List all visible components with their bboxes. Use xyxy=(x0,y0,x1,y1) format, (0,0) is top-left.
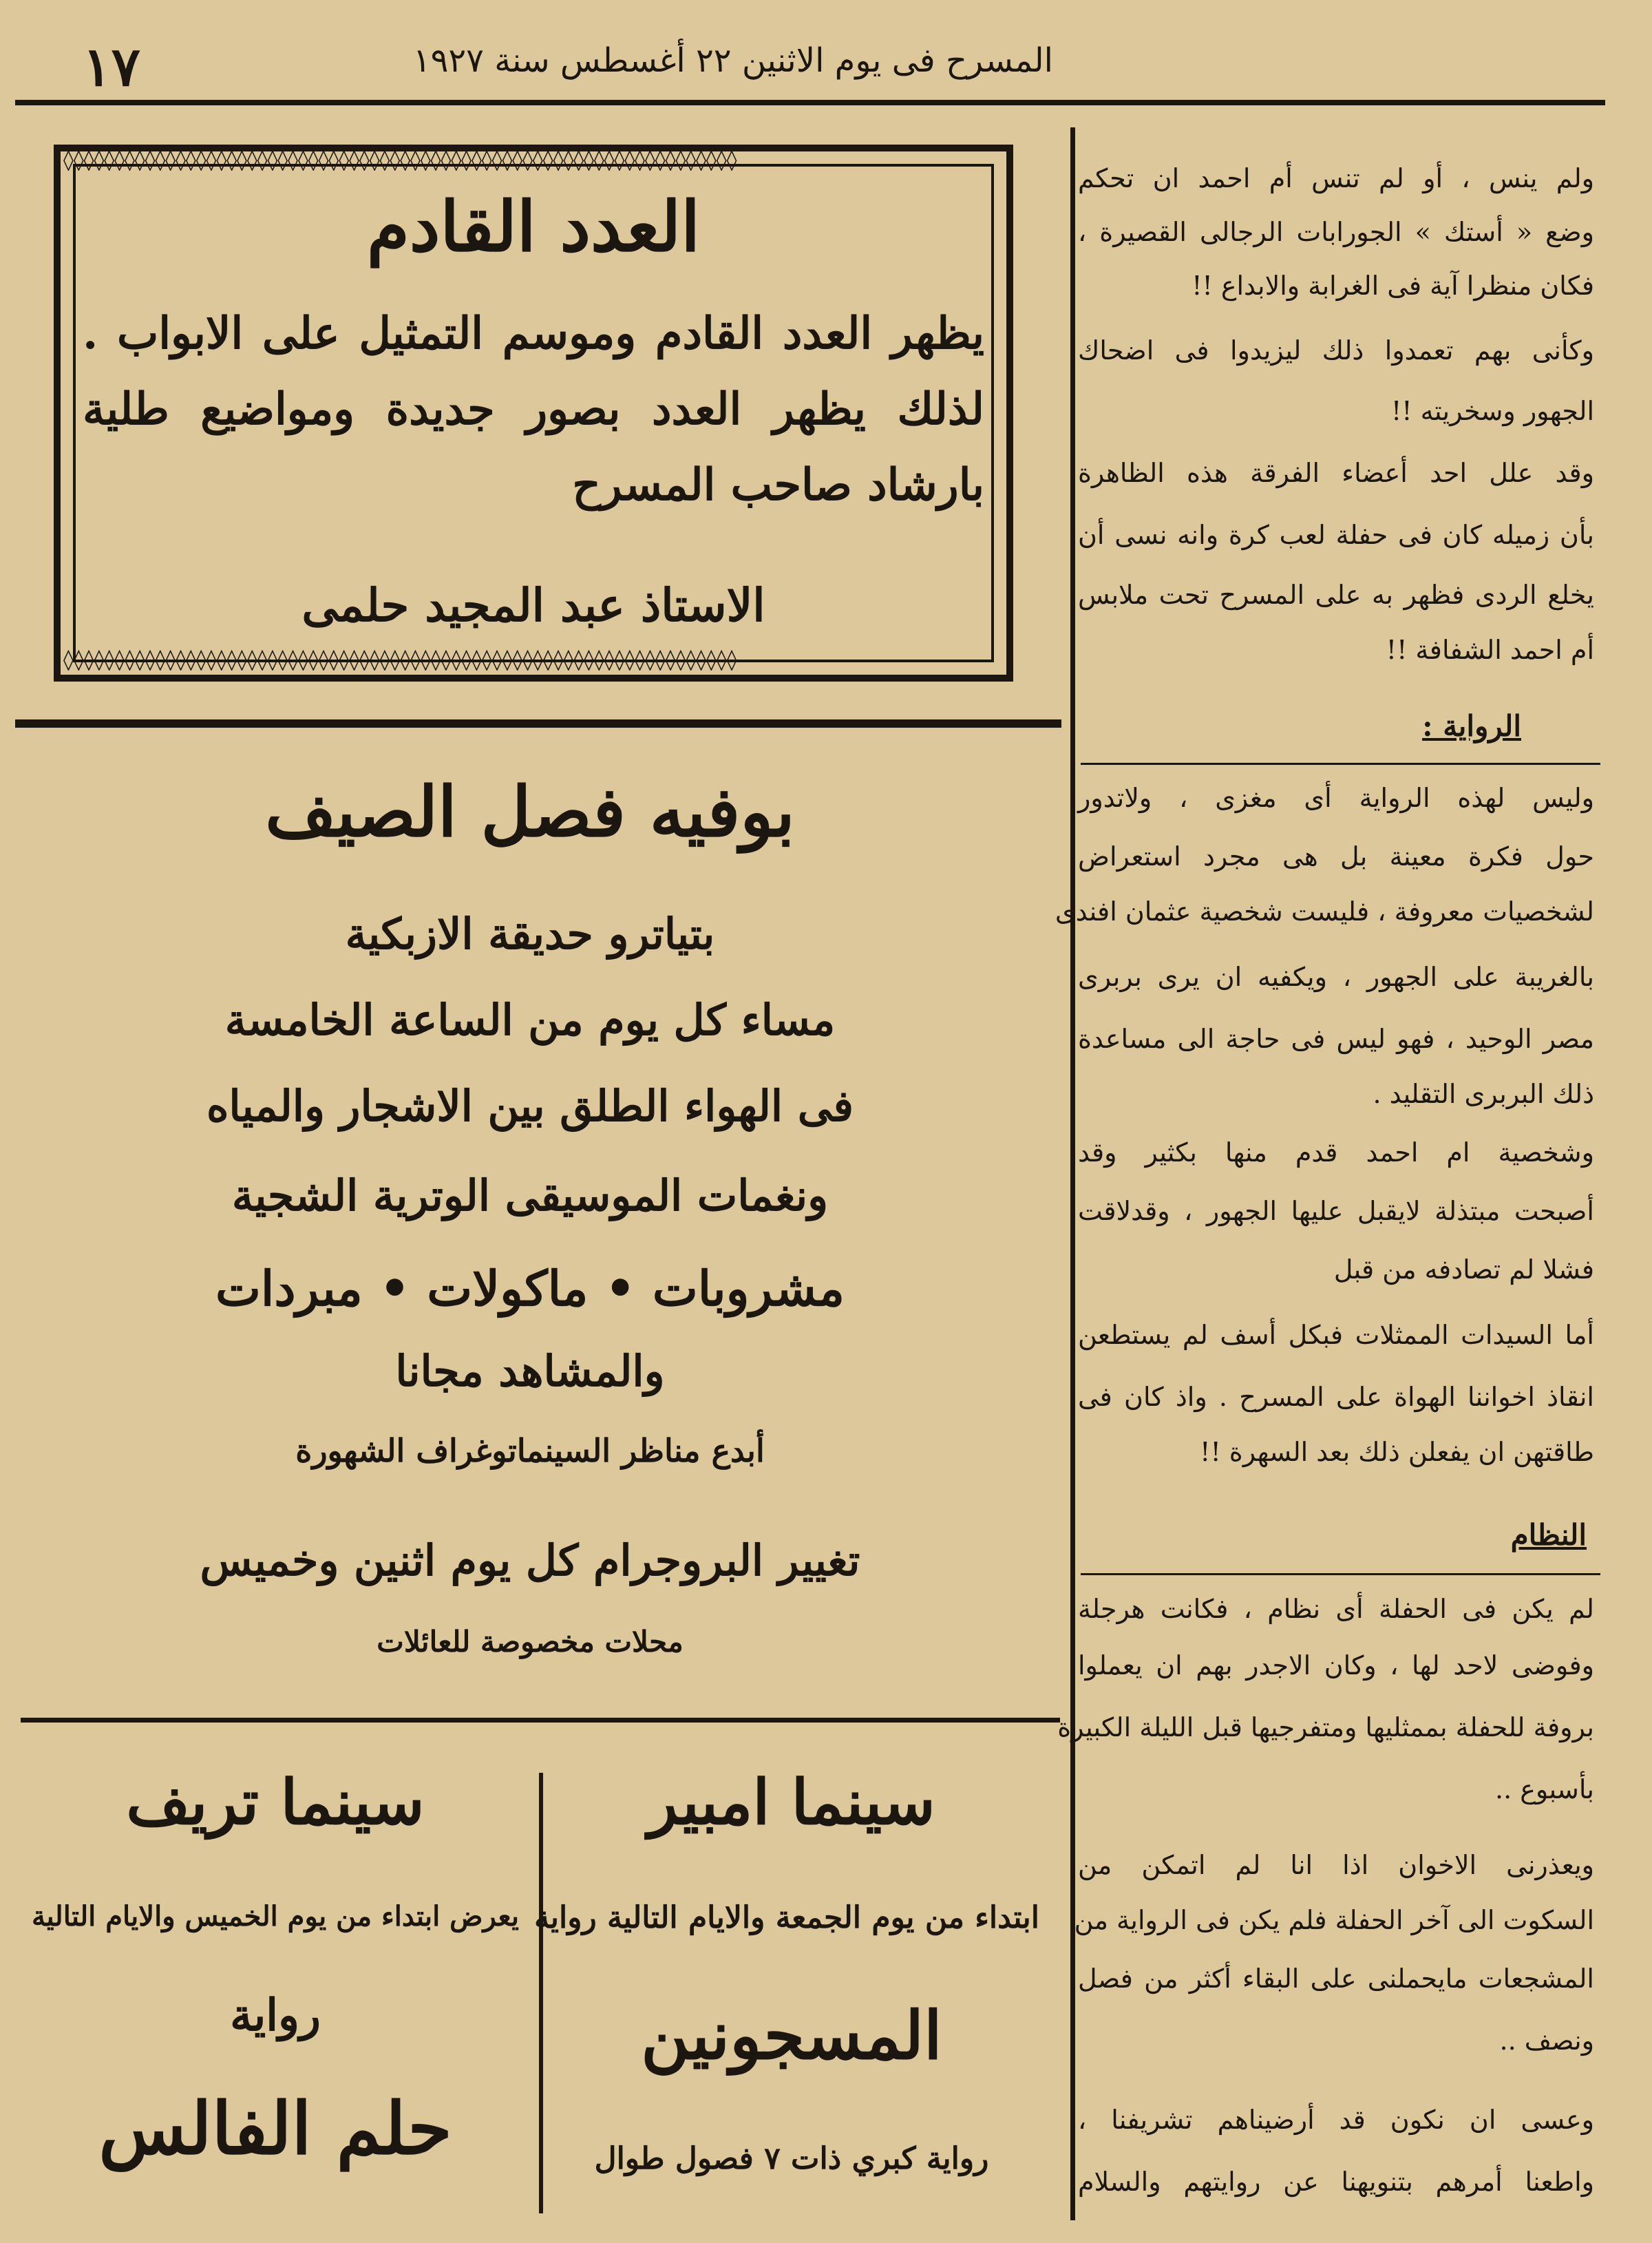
cinema-trianon-label: رواية xyxy=(230,1990,321,2041)
article-line: انقاذ اخواننا الهواة على المسرح . واذ كان فى xyxy=(1078,1382,1594,1412)
article-line: المشجعات مايحملنى على البقاء أكثر من فصل xyxy=(1078,1963,1594,1994)
buffet-ad-line: والمشاهد مجانا xyxy=(395,1346,665,1396)
buffet-ad-line: مشروبات • ماكولات • مبردات xyxy=(215,1260,845,1317)
article-line: وفوضى لاحد لها ، وكان الاجدر بهم ان يعملوا xyxy=(1078,1650,1594,1681)
next-issue-body: يظهر العدد القادم وموسم التمثيل على الابواب . لذلك يظهر العدد بصور جديدة ومواضيع طلية بارشاد صاحب المسرح xyxy=(83,308,984,511)
article-line: وقد علل احد أعضاء الفرقة هذه الظاهرة xyxy=(1078,458,1594,488)
story-heading: الرواية : xyxy=(1422,709,1521,743)
article-line: لم يكن فى الحفلة أى نظام ، فكانت هرجلة xyxy=(1078,1594,1594,1624)
buffet-ad-line: ونغمات الموسيقى الوترية الشجية xyxy=(231,1170,829,1221)
section-rule-1 xyxy=(15,719,1061,728)
cinema-amir-film-note: رواية كبري ذات ٧ فصول طوال xyxy=(594,2141,989,2176)
order-heading: النظام xyxy=(1510,1518,1587,1552)
article-line: بالغريبة على الجهور ، ويكفيه ان يرى بربرى xyxy=(1078,962,1594,992)
article-line: أصبحت مبتذلة لايقبل عليها الجهور ، وقدلاقت xyxy=(1078,1196,1594,1226)
article-line: واطعنا أمرهم بتنويهنا عن روايتهم والسلام xyxy=(1078,2167,1594,2197)
buffet-ad-cinema-note: أبدع مناظر السينماتوغراف الشهورة xyxy=(295,1432,765,1469)
article-line: بأن زميله كان فى حفلة لعب كرة وانه نسى أن xyxy=(1078,520,1594,550)
section-rule-2 xyxy=(21,1718,1060,1723)
buffet-ad-line: فى الهواء الطلق بين الاشجار والمياه xyxy=(206,1081,854,1131)
cinema-amir-film-title: المسجونين xyxy=(641,1997,942,2074)
header-rule xyxy=(15,100,1605,105)
article-line: بروفة للحفلة بممثليها ومتفرجيها قبل الليلة الكبيرة xyxy=(1057,1712,1594,1742)
cinema-amir-schedule: ابتداء من يوم الجمعة والايام التالية رواية xyxy=(534,1900,1039,1935)
story-heading-rule xyxy=(1081,763,1600,765)
article-line: يخلع الردى فظهر به على المسرح تحت ملابس xyxy=(1078,580,1594,610)
article-line: أم احمد الشفافة !! xyxy=(1386,635,1594,665)
frame-ornament-top: ◊◊◊◊◊◊◊◊◊◊◊◊◊◊◊◊◊◊◊◊◊◊◊◊◊◊◊◊◊◊◊◊◊◊◊◊◊◊◊◊◊◊◊◊◊◊◊◊◊◊◊◊◊◊◊◊◊◊◊◊◊◊◊◊◊◊ xyxy=(63,150,737,171)
frame-ornament-bottom: ◊◊◊◊◊◊◊◊◊◊◊◊◊◊◊◊◊◊◊◊◊◊◊◊◊◊◊◊◊◊◊◊◊◊◊◊◊◊◊◊◊◊◊◊◊◊◊◊◊◊◊◊◊◊◊◊◊◊◊◊◊◊◊◊◊◊ xyxy=(63,650,737,671)
article-line: وشخصية ام احمد قدم منها بكثير وقد xyxy=(1078,1137,1594,1168)
cinema-trianon-title: سينما تريف xyxy=(126,1766,425,1839)
order-heading-rule xyxy=(1081,1573,1600,1575)
cinema-divider xyxy=(539,1773,543,2213)
article-line: وضع « أستك » الجورابات الرجالى القصيرة ، xyxy=(1078,217,1594,247)
buffet-ad-line: بتياترو حديقة الازبكية xyxy=(345,909,715,959)
article-line: وكأنى بهم تعمدوا ذلك ليزيدوا فى اضحاك xyxy=(1078,335,1594,366)
cinema-trianon-schedule: يعرض ابتداء من يوم الخميس والايام التالية xyxy=(32,1900,519,1933)
running-header: المسرح فى يوم الاثنين ٢٢ أغسطس سنة ١٩٢٧ xyxy=(412,41,1053,80)
article-line: السكوت الى آخر الحفلة فلم يكن فى الرواية من xyxy=(1074,1905,1594,1935)
cinema-trianon-film-title: حلم الفالس xyxy=(98,2086,452,2171)
article-line: الجهور وسخريته !! xyxy=(1391,396,1594,426)
buffet-ad-program-change: تغيير البروجرام كل يوم اثنين وخميس xyxy=(200,1535,860,1586)
article-line: أما السيدات الممثلات فبكل أسف لم يستطعن xyxy=(1078,1320,1594,1350)
article-line: لشخصيات معروفة ، فليست شخصية عثمان افندى xyxy=(1055,896,1594,927)
article-line: ذلك البربرى التقليد . xyxy=(1373,1079,1594,1109)
article-line: ونصف .. xyxy=(1499,2025,1594,2056)
article-line: فكان منظرا آية فى الغرابة والابداع !! xyxy=(1192,271,1594,301)
buffet-ad-title: بوفيه فصل الصيف xyxy=(265,771,795,852)
cinema-amir-title: سينما امبير xyxy=(648,1766,935,1839)
article-line: بأسبوع .. xyxy=(1494,1774,1594,1804)
page-number: ١٧ xyxy=(83,36,140,98)
article-line: مصر الوحيد ، فهو ليس فى حاجة الى مساعدة xyxy=(1078,1024,1594,1054)
article-line: وعسى ان نكون قد أرضيناهم تشريفنا ، xyxy=(1078,2105,1594,2135)
article-line: وليس لهذه الرواية أى مغزى ، ولاتدور xyxy=(1078,783,1594,813)
article-line: حول فكرة معينة بل هى مجرد استعراض xyxy=(1078,841,1594,872)
article-line: ولم ينس ، أو لم تنس أم احمد ان تحكم xyxy=(1078,163,1594,193)
article-line: ويعذرنى الاخوان اذا انا لم اتمكن من xyxy=(1078,1850,1594,1880)
article-line: طاقتهن ان يفعلن ذلك بعد السهرة !! xyxy=(1200,1437,1594,1467)
next-issue-signature: الاستاذ عبد المجيد حلمى xyxy=(301,578,765,632)
buffet-ad-line: مساء كل يوم من الساعة الخامسة xyxy=(224,995,836,1045)
buffet-ad-family-seats: محلات مخصوصة للعائلات xyxy=(377,1625,684,1658)
article-line: فشلا لم تصادفه من قبل xyxy=(1333,1254,1594,1285)
next-issue-title: العدد القادم xyxy=(366,186,701,267)
